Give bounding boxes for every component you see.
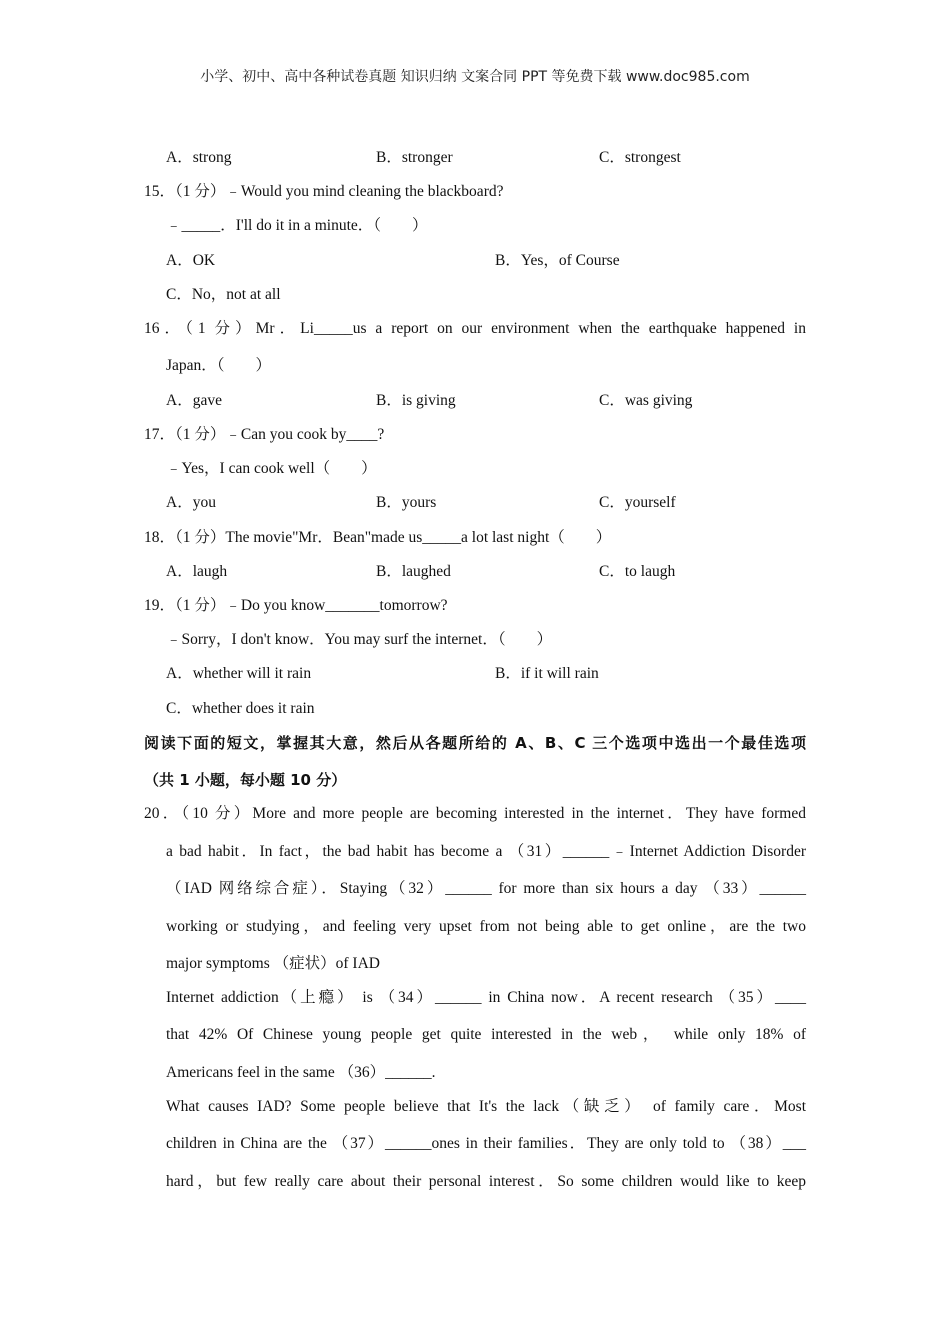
q14-option-c: C．strongest (599, 149, 681, 166)
q18-option-b: B．laughed (376, 563, 451, 580)
q15-option-c: C．No，not at all (166, 286, 281, 303)
q20-passage-line: What causes IAD? Some people believe that It's the lack（缺乏） of family care．Most (166, 1098, 806, 1115)
q16-option-b: B．is giving (376, 392, 456, 409)
q17-option-c: C．yourself (599, 494, 676, 511)
q19-response: ﹣Sorry，I don't know．You may surf the internet．（ ） (166, 631, 553, 648)
q15-response: ﹣_____．I'll do it in a minute．（ ） (166, 217, 428, 234)
q20-passage-line: major symptoms （症状）of IAD (166, 955, 380, 972)
q18-stem: 18．（1 分）The movie"Mr．Bean"made us_____a lot last night（ ） (144, 529, 612, 546)
q20-passage-line: working or studying，and feeling very upset from not being able to get online，are the two (166, 918, 806, 935)
q20-passage-line: 20．（10 分）More and more people are becoming interested in the internet．They have formed (144, 805, 806, 822)
q16-option-a: A．gave (166, 392, 222, 409)
q15-option-b: B．Yes，of Course (495, 252, 620, 269)
q19-option-c: C．whether does it rain (166, 700, 315, 717)
q18-option-a: A．laugh (166, 563, 228, 580)
q14-option-b: B．stronger (376, 149, 453, 166)
q16-stem: 16．（1 分）Mr．Li_____us a report on our environment when the earthquake happened in (144, 320, 806, 337)
q17-option-b: B．yours (376, 494, 437, 511)
q20-passage-line: Internet addiction（上瘾） is （34）______ in China now．A recent research （35）____ (166, 989, 806, 1006)
q16-option-c: C．was giving (599, 392, 693, 409)
q16-stem-cont: Japan．（ ） (166, 357, 272, 374)
q17-response: ﹣Yes，I can cook well（ ） (166, 460, 377, 477)
q18-option-c: C．to laugh (599, 563, 676, 580)
q15-option-a: A．OK (166, 252, 216, 269)
q20-passage-line: a bad habit．In fact，the bad habit has become a （31）______﹣Internet Addiction Disorder (166, 843, 806, 860)
q20-passage-line: hard，but few really care about their personal interest．So some children would like to keep (166, 1173, 806, 1190)
q19-stem: 19．（1 分）﹣Do you know_______tomorrow? (144, 597, 448, 614)
q20-passage-line: children in China are the （37）______ones in their families．They are only told to （38）___ (166, 1135, 806, 1152)
q17-stem: 17．（1 分）﹣Can you cook by____? (144, 426, 385, 443)
q20-passage-line: （IAD 网络综合症）．Staying（32）______ for more than six hours a day （33）______ (166, 880, 806, 897)
q20-passage-line: that 42% Of Chinese young people get quite interested in the web， while only 18% of (166, 1026, 806, 1043)
q19-option-a: A．whether will it rain (166, 665, 312, 682)
section-instruction-cont: （共 1 小题，每小题 10 分） (144, 771, 347, 789)
page-header: 小学、初中、高中各种试卷真题 知识归纳 文案合同 PPT 等免费下载 www.doc985.com (200, 69, 750, 85)
q19-option-b: B．if it will rain (495, 665, 599, 682)
section-instruction: 阅读下面的短文，掌握其大意，然后从各题所给的 A、B、C 三个选项中选出一个最佳选项 (144, 734, 806, 752)
q17-option-a: A．you (166, 494, 216, 511)
q14-option-a: A．strong (166, 149, 232, 166)
q20-passage-line: Americans feel in the same （36）______. (166, 1064, 436, 1081)
q15-stem: 15．（1 分）﹣Would you mind cleaning the blackboard? (144, 183, 504, 200)
